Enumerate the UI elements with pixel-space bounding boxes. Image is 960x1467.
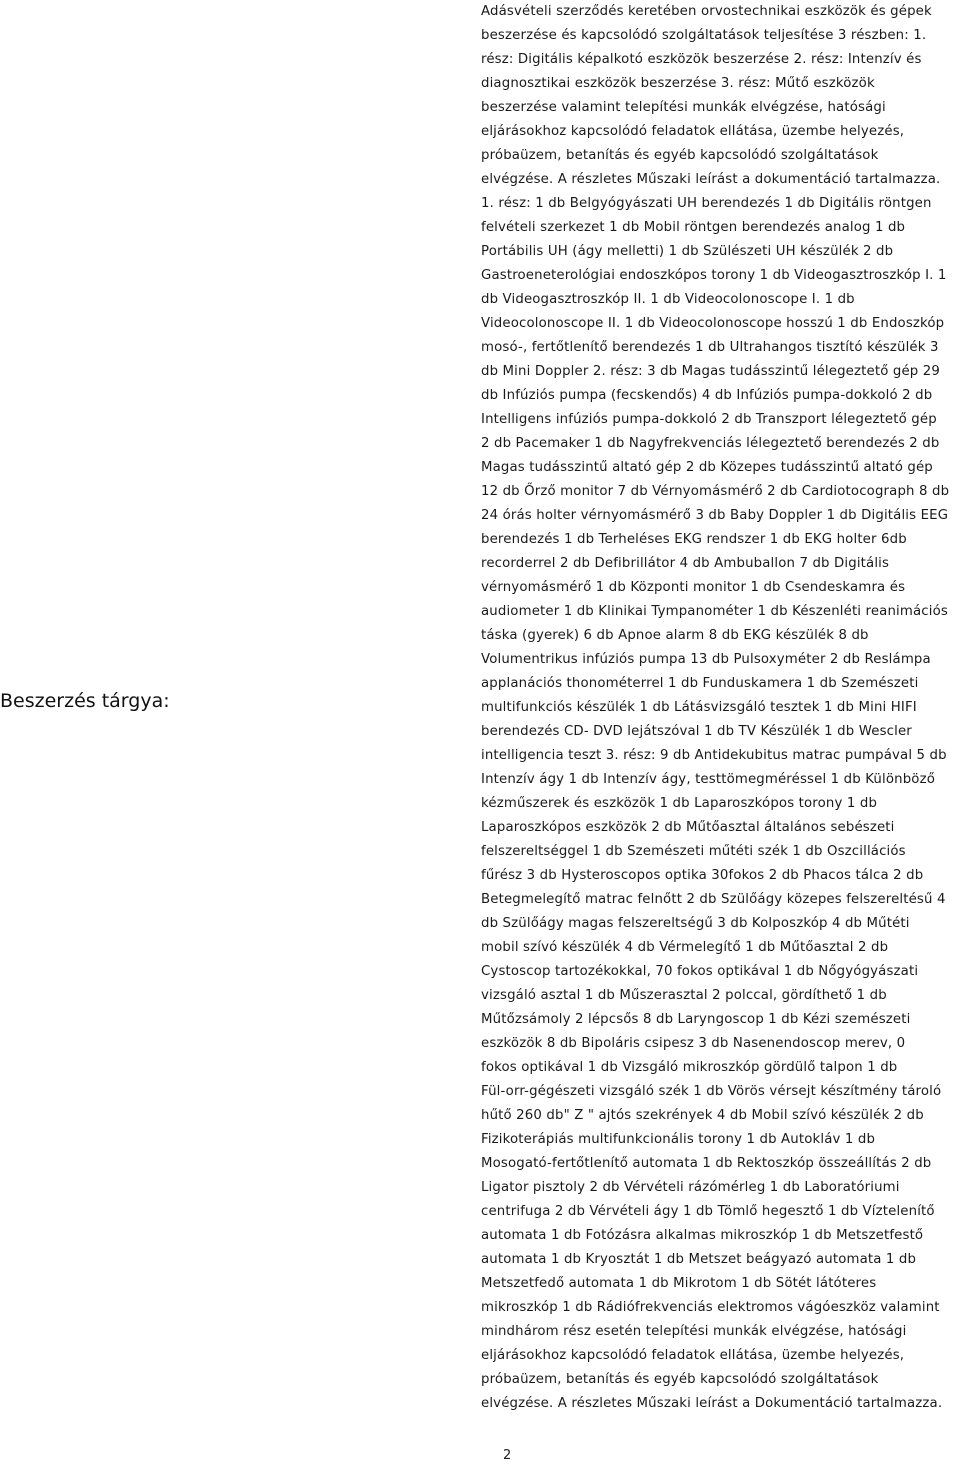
text-line: Laparoszkópos eszközök 2 db Műtőasztal általános sebészeti bbox=[481, 820, 895, 835]
text-line: mosó-, fertőtlenítő berendezés 1 db Ultrahangos tisztító készülék 3 bbox=[481, 340, 939, 355]
text-line: automata 1 db Fotózásra alkalmas mikroszkóp 1 db Metszetfestő bbox=[481, 1228, 924, 1243]
text-line: táska (gyerek) 6 db Apnoe alarm 8 db EKG készülék 8 db bbox=[481, 628, 869, 643]
text-line: 12 db Őrző monitor 7 db Vérnyomásmérő 2 db Cardiotocograph 8 db bbox=[481, 484, 950, 499]
text-line: eljárásokhoz kapcsolódó feladatok ellátása, üzembe helyezés, bbox=[481, 124, 905, 139]
text-line: intelligencia teszt 3. rész: 9 db Antidekubitus matrac pumpával 5 db bbox=[481, 748, 947, 763]
text-line: Gastroeneterológiai endoszkópos torony 1 db Videogasztroszkóp I. 1 bbox=[481, 268, 947, 283]
text-line: Műtőzsámoly 2 lépcsős 8 db Laryngoscop 1 db Kézi szemészeti bbox=[481, 1012, 911, 1027]
field-label: Beszerzés tárgya: bbox=[0, 690, 170, 712]
text-line: db Mini Doppler 2. rész: 3 db Magas tudásszintű lélegeztető gép 29 bbox=[481, 364, 940, 379]
text-line: diagnosztikai eszközök beszerzése 3. rész: Műtő eszközök bbox=[481, 76, 875, 91]
text-line: beszerzése valamint telepítési munkák elvégzése, hatósági bbox=[481, 100, 886, 115]
text-line: fokos optikával 1 db Vizsgáló mikroszkóp gördülő talpon 1 db bbox=[481, 1060, 898, 1075]
text-line: eszközök 8 db Bipoláris csipesz 3 db Nasenendoscop merev, 0 bbox=[481, 1036, 906, 1051]
text-line: Intenzív ágy 1 db Intenzív ágy, testtömegméréssel 1 db Különböző bbox=[481, 772, 935, 787]
text-line: mikroszkóp 1 db Rádiófrekvenciás elektromos vágóeszköz valamint bbox=[481, 1300, 940, 1315]
text-line: próbaüzem, betanítás és egyéb kapcsolódó szolgáltatások bbox=[481, 1372, 879, 1387]
text-line: applanációs thonométerrel 1 db Funduskamera 1 db Szemészeti bbox=[481, 676, 919, 691]
text-line: multifunkciós készülék 1 db Látásvizsgáló tesztek 1 db Mini HIFI bbox=[481, 700, 917, 715]
text-line: Intelligens infúziós pumpa-dokkoló 2 db Transzport lélegeztető gép bbox=[481, 412, 937, 427]
page-number: 2 bbox=[503, 1448, 512, 1463]
text-line: felvételi szerkezet 1 db Mobil röntgen berendezés analog 1 db bbox=[481, 220, 906, 235]
text-line: elvégzése. A részletes Műszaki leírást a dokumentáció tartalmazza. bbox=[481, 172, 941, 187]
text-line: Volumentrikus infúziós pumpa 13 db Pulsoxyméter 2 db Reslámpa bbox=[481, 652, 931, 667]
text-line: próbaüzem, betanítás és egyéb kapcsolódó szolgáltatások bbox=[481, 148, 879, 163]
text-line: mobil szívó készülék 4 db Vérmelegítő 1 db Műtőasztal 2 db bbox=[481, 940, 889, 955]
text-line: db Infúziós pumpa (fecskendős) 4 db Infúziós pumpa-dokkoló 2 db bbox=[481, 388, 933, 403]
text-line: mindhárom rész esetén telepítési munkák elvégzése, hatósági bbox=[481, 1324, 907, 1339]
procurement-subject-text bbox=[481, 0, 960, 1416]
text-line: Mosogató-fertőtlenítő automata 1 db Rektoszkóp összeállítás 2 db bbox=[481, 1156, 932, 1171]
text-line: felszereltséggel 1 db Szemészeti műtéti szék 1 db Oszcillációs bbox=[481, 844, 906, 859]
text-line: hűtő 260 db" Z " ajtós szekrények 4 db Mobil szívó készülék 2 db bbox=[481, 1108, 924, 1123]
text-line: 2 db Pacemaker 1 db Nagyfrekvenciás lélegeztető berendezés 2 db bbox=[481, 436, 940, 451]
text-line: kézműszerek és eszközök 1 db Laparoszkópos torony 1 db bbox=[481, 796, 878, 811]
text-line: rész: Digitális képalkotó eszközök beszerzése 2. rész: Intenzív és bbox=[481, 52, 922, 67]
text-line: Videocolonoscope II. 1 db Videocolonoscope hosszú 1 db Endoszkóp bbox=[481, 316, 945, 331]
text-line: elvégzése. A részletes Műszaki leírást a Dokumentáció tartalmazza. bbox=[481, 1396, 943, 1411]
text-line: berendezés 1 db Terheléses EKG rendszer 1 db EKG holter 6db bbox=[481, 532, 907, 547]
text-line: Portábilis UH (ágy melletti) 1 db Szülészeti UH készülék 2 db bbox=[481, 244, 894, 259]
text-line: 1. rész: 1 db Belgyógyászati UH berendezés 1 db Digitális röntgen bbox=[481, 196, 932, 211]
text-line: Magas tudásszintű altató gép 2 db Közepes tudásszintű altató gép bbox=[481, 460, 933, 475]
text-line: beszerzése és kapcsolódó szolgáltatások teljesítése 3 részben: 1. bbox=[481, 28, 927, 43]
text-line: Ligator pisztoly 2 db Vérvételi rázómérleg 1 db Laboratóriumi bbox=[481, 1180, 900, 1195]
text-line: vérnyomásmérő 1 db Központi monitor 1 db Csendeskamra és bbox=[481, 580, 906, 595]
text-line: Fül-orr-gégészeti vizsgáló szék 1 db Vörös vérsejt készítmény tároló bbox=[481, 1084, 942, 1099]
text-line: 24 órás holter vérnyomásmérő 3 db Baby Doppler 1 db Digitális EEG bbox=[481, 508, 949, 523]
text-line: db Videogasztroszkóp II. 1 db Videocolonoscope I. 1 db bbox=[481, 292, 855, 307]
text-line: vizsgáló asztal 1 db Műszerasztal 2 polccal, gördíthető 1 db bbox=[481, 988, 887, 1003]
text-line: centrifuga 2 db Vérvételi ágy 1 db Tömlő hegesztő 1 db Víztelenítő bbox=[481, 1204, 935, 1219]
text-line: Cystoscop tartozékokkal, 70 fokos optikával 1 db Nőgyógyászati bbox=[481, 964, 919, 979]
text-line: eljárásokhoz kapcsolódó feladatok ellátása, üzembe helyezés, bbox=[481, 1348, 905, 1363]
text-line: Metszetfedő automata 1 db Mikrotom 1 db Sötét látóteres bbox=[481, 1276, 877, 1291]
text-line: Adásvételi szerződés keretében orvostechnikai eszközök és gépek bbox=[481, 4, 932, 19]
text-line: audiometer 1 db Klinikai Tympanométer 1 db Készenléti reanimációs bbox=[481, 604, 948, 619]
text-line: db Szülőágy magas felszereltségű 3 db Kolposzkóp 4 db Műtéti bbox=[481, 916, 910, 931]
text-line: berendezés CD- DVD lejátszóval 1 db TV Készülék 1 db Wescler bbox=[481, 724, 912, 739]
text-line: Betegmelegítő matrac felnőtt 2 db Szülőágy közepes felszereltésű 4 bbox=[481, 892, 946, 907]
text-line: Fizikoterápiás multifunkcionális torony 1 db Autokláv 1 db bbox=[481, 1132, 876, 1147]
text-line: automata 1 db Kryosztát 1 db Metszet beágyazó automata 1 db bbox=[481, 1252, 917, 1267]
text-line: recorderrel 2 db Defibrillátor 4 db Ambuballon 7 db Digitális bbox=[481, 556, 890, 571]
text-line: fűrész 3 db Hysteroscopos optika 30fokos 2 db Phacos tálca 2 db bbox=[481, 868, 924, 883]
